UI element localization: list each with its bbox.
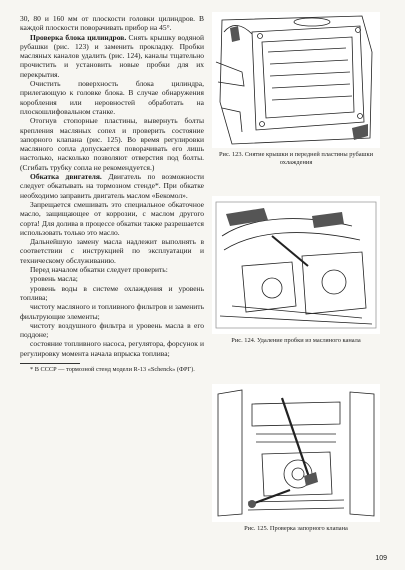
paragraph-body: Снять крышку водяной рубашки (рис. 123) и заменить прокладку. Пробки масляных каналов удалить (рис. 124), каналы тщательно прочистить и установить новые пробки для их перекрытия. xyxy=(20,32,204,79)
list-item: состояние топливного насоса, регулятора, форсунок и регулировку момента начала впрыска топлива; xyxy=(20,339,204,358)
page-number: 109 xyxy=(375,555,387,562)
section-heading: Обкатка двигателя. xyxy=(30,172,102,182)
figure-123-illustration xyxy=(212,12,380,148)
figure-124-illustration xyxy=(212,196,380,334)
text-column xyxy=(20,14,204,374)
paragraph: 30, 80 и 160 мм от плоскости головки цилиндров. В каждой плоскости поворачивать прибор на 45°. xyxy=(20,14,204,33)
list-item: чистоту масляного и топливного фильтров и заменить фильтрующие элементы; xyxy=(20,302,204,321)
section-heading: Проверка блока цилиндров. xyxy=(30,32,127,42)
figure-124-caption: Рис. 124. Удаление пробки из масляного канала xyxy=(231,337,361,344)
footnote-rule xyxy=(20,363,80,364)
list-item: уровень воды в системе охлаждения и уровень топлива; xyxy=(20,283,204,302)
figure-125-caption: Рис. 125. Проверка запорного клапана xyxy=(244,525,348,532)
paragraph xyxy=(20,33,204,79)
paragraph-body: Двигатель по возможности следует обкатывать на тормозном стенде*. При обкатке необходимо заправить двигатель маслом «Бекомол». xyxy=(20,172,204,200)
figure-123 xyxy=(212,12,380,166)
paragraph: Отогнув стопорные пластины, вывернуть болты крепления масляных сопел и проверить состояние запорного клапана (рис. 125). Во время регулировки масляного сопла допускается поворачивать его лишь настолько, насколько позволяют отверстия под болты. (Сгибать трубку сопла не рекомендуется.) xyxy=(20,116,204,172)
footnote: * В СССР — тормозной стенд модели R-13 «Schenck» (ФРГ). xyxy=(30,365,195,373)
figure-125-illustration xyxy=(212,384,380,522)
figure-124 xyxy=(212,196,380,345)
paragraph: Дальнейшую замену масла надлежит выполнять в соответствии с инструкцией по эксплуатации и техническому обслуживанию. xyxy=(20,237,204,265)
paragraph: Очистить поверхность блока цилиндра, прилегающую к головке блока. В случае обнаружения коробления или неровностей обработать на плоскошлифовальном станке. xyxy=(20,79,204,116)
list-item: чистоту воздушного фильтра и уровень масла в его поддоне; xyxy=(20,320,204,340)
figure-125 xyxy=(212,384,380,533)
list-item: уровень масла; xyxy=(30,274,78,284)
paragraph: Запрещается смешивать это специальное обкаточное масло, защищающее от коррозии, с маслом другого сорта! Для долива в процессе обкатки также разрешается использовать только это масло. xyxy=(20,199,204,237)
paragraph xyxy=(20,172,204,200)
figure-123-caption: Рис. 123. Снятие крышки и передней пластины рубашки охлаждения xyxy=(218,151,373,166)
paragraph: Перед началом обкатки следует проверить: xyxy=(30,265,168,275)
